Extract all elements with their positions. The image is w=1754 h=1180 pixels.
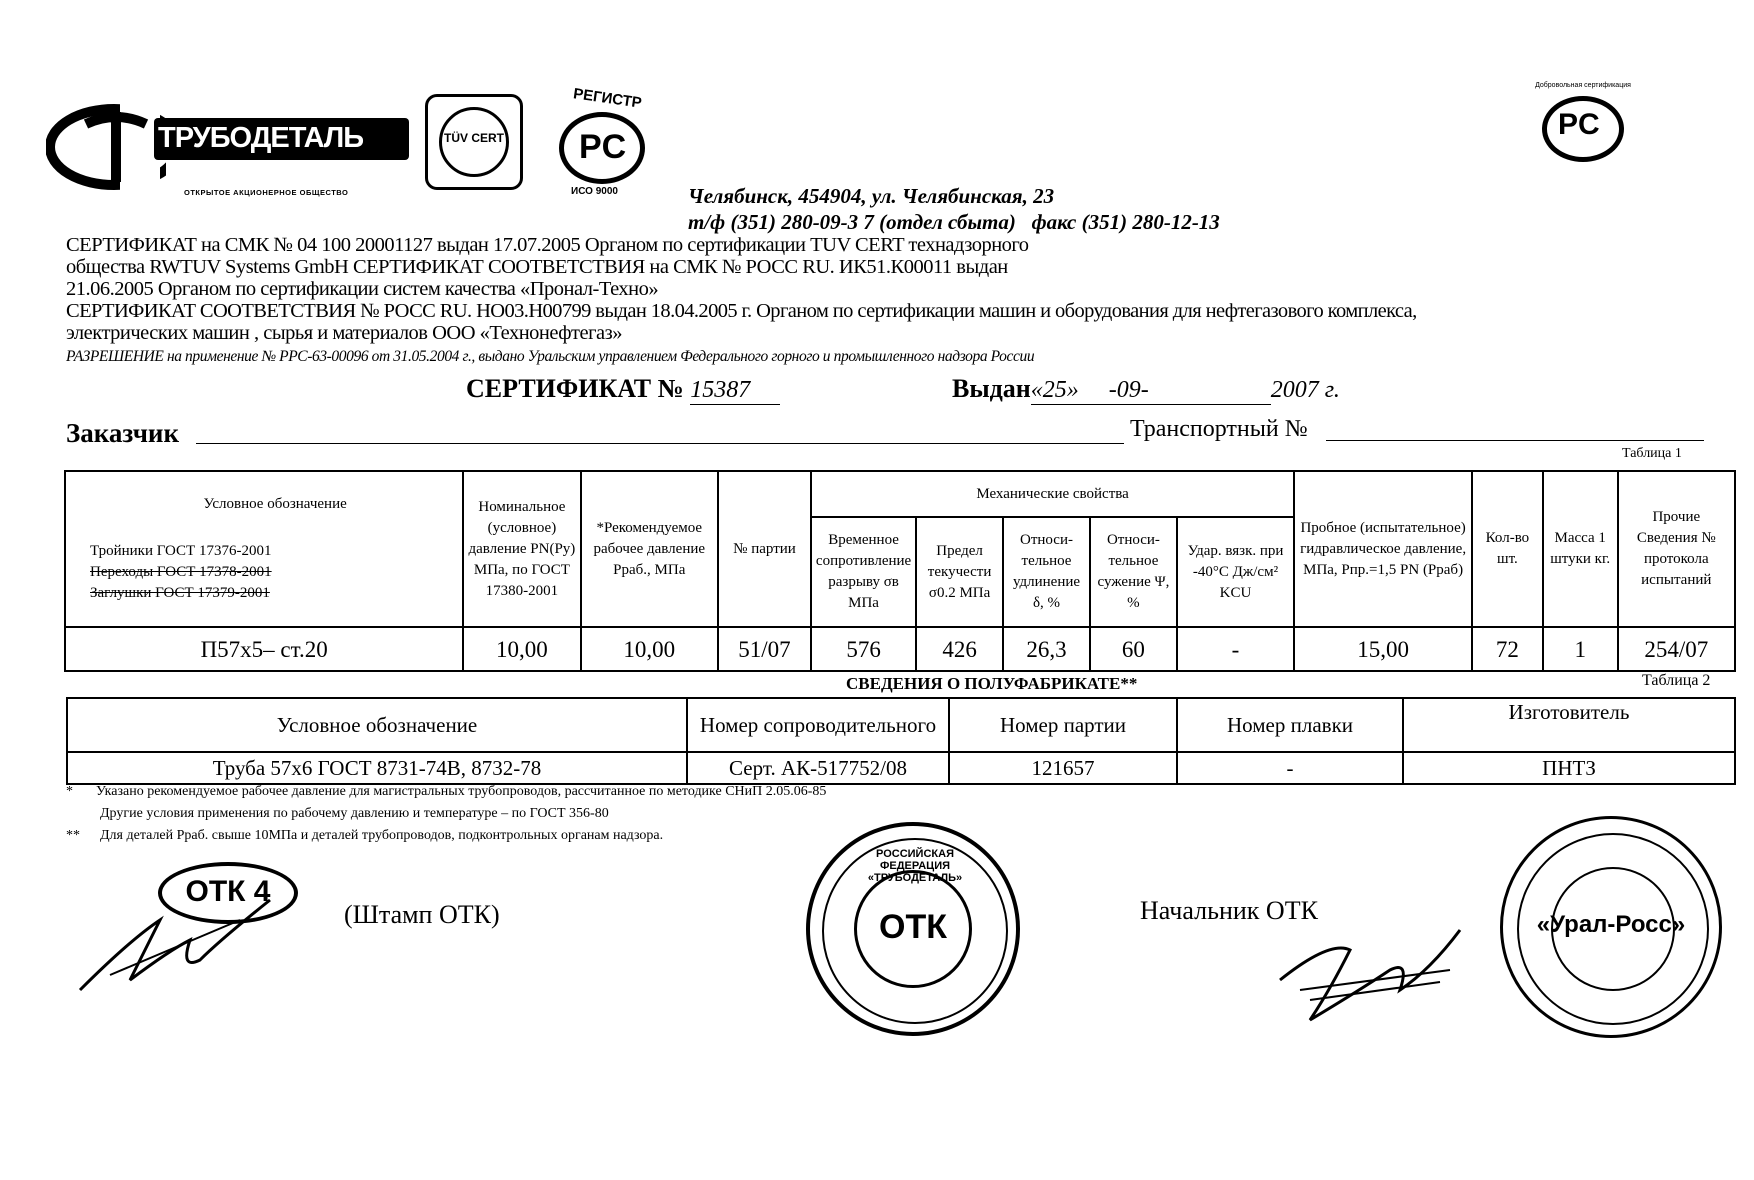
note-1: Указано рекомендуемое рабочее давление для магистральных трубопроводов, рассчитанное по методике СНиП 2.05.06-85 [96, 784, 827, 799]
cell-contr: 60 [1090, 627, 1177, 671]
th-mass: Масса 1 штуки кг. [1543, 471, 1618, 627]
th2-doc: Номер сопроводительного [687, 698, 949, 752]
certificate-number: 15387 [690, 377, 780, 405]
table-row [65, 627, 1735, 671]
note-1b: Другие условия применения по рабочему давлению и температуре – по ГОСТ 356-80 [100, 806, 609, 821]
certificate-label: СЕРТИФИКАТ № [466, 374, 684, 403]
cell-yield: 426 [916, 627, 1003, 671]
tuv-logo [425, 94, 523, 190]
customer-line [196, 443, 1124, 444]
tuv-logo-text: TÜV CERT [444, 131, 504, 145]
cell-recommended: 10,00 [581, 627, 718, 671]
permit-line: РАЗРЕШЕНИЕ на применение № РРС-63-00096 от 31.05.2004 г., выдано Уральским управлением Федерального горного и промышленного надзора России [66, 348, 1035, 365]
th-mech: Механические свойства [811, 471, 1294, 517]
product-3: Заглушки ГОСТ 17379-2001 [90, 585, 270, 601]
th2-melt: Номер плавки [1177, 698, 1403, 752]
table2-title: СВЕДЕНИЯ О ПОЛУФАБРИКАТЕ** [846, 674, 1138, 693]
rst-mark: PC [579, 128, 627, 166]
product-2: Переходы ГОСТ 17378-2001 [90, 564, 272, 580]
registr-bottom: ИСО 9000 [571, 186, 618, 197]
th-recommended: *Рекомендуемое рабочее давление Рраб., МПа [581, 471, 718, 627]
stamp-label: (Штамп ОТК) [344, 900, 500, 929]
customer-label: Заказчик [66, 418, 180, 448]
th-impact: Удар. вязк. при -40°С Дж/см² KCU [1177, 517, 1294, 627]
cert-line-3: 21.06.2005 Органом по сертификации систем качества «Пронал-Техно» [66, 278, 659, 300]
company-subtitle: ОТКРЫТОЕ АКЦИОНЕРНОЕ ОБЩЕСТВО [184, 188, 349, 197]
registr-logo-text: РЕГИСТР [572, 85, 643, 112]
issued-year: 2007 г. [1270, 377, 1340, 403]
company-logo-text: ТРУБОДЕТАЛЬ [158, 122, 364, 154]
otk-signature [70, 880, 290, 1000]
th-designation-label: Условное обозначение [203, 496, 347, 512]
seal1-text: РОССИЙСКАЯ ФЕДЕРАЦИЯ «ТРУБОДЕТАЛЬ» [867, 848, 963, 884]
th-other: Прочие Сведения № протокола испытаний [1618, 471, 1735, 627]
company-seal [806, 822, 1020, 1036]
chief-signature [1270, 920, 1470, 1030]
cert-line-5: электрических машин , сырья и материалов ООО «Технонефтегаз» [66, 322, 622, 344]
th2-designation: Условное обозначение [67, 698, 687, 752]
cell-other: 254/07 [1618, 627, 1735, 671]
issued-day: «25» [1030, 377, 1079, 403]
certificate-issued [952, 374, 1340, 405]
cert-line-2: общества RWTUV Systems GmbH СЕРТИФИКАТ СООТВЕТСТВИЯ на СМК № РОСС RU. ИК51.К00011 выдан [66, 256, 1008, 278]
cell2-designation: Труба 57х6 ГОСТ 8731-74В, 8732-78 [67, 752, 687, 784]
table2-label: Таблица 2 [1642, 672, 1711, 689]
th2-batch: Номер партии [949, 698, 1177, 752]
otk-stamp-text: ОТК 4 [185, 875, 271, 908]
cell-nominal: 10,00 [463, 627, 580, 671]
dobr-logo-text: Добровольная сертификация [1535, 82, 1631, 89]
cert-line-4: СЕРТИФИКАТ СООТВЕТСТВИЯ № РОСС RU. НО03.Н00799 выдан 18.04.2005 г. Органом по сертификации машин и оборудования для нефтегазового комплекса, [66, 300, 1417, 322]
cell2-melt: - [1177, 752, 1403, 784]
th-batch: № партии [718, 471, 811, 627]
transport-label: Транспортный № [1130, 416, 1308, 442]
dobr-rst-mark: PC [1558, 108, 1600, 141]
cell2-maker: ПНТЗ [1403, 752, 1735, 784]
semiproduct-table [66, 697, 1736, 785]
cell2-doc: Серт. АК-517752/08 [687, 752, 949, 784]
cell-designation: П57х5– ст.20 [65, 627, 463, 671]
ural-ross-seal [1500, 816, 1722, 1038]
dobr-logo [1528, 82, 1638, 172]
cert-line-1: СЕРТИФИКАТ на СМК № 04 100 20001127 выдан 17.07.2005 Органом по сертификации TUV CERT технадзорного [66, 234, 1029, 256]
th-elong: Относи-тельное удлинение δ, % [1003, 517, 1090, 627]
transport-line [1326, 440, 1704, 441]
product-1: Тройники ГОСТ 17376-2001 [90, 543, 272, 559]
table1-label: Таблица 1 [1622, 446, 1682, 461]
seal1-center: ОТК [879, 908, 947, 946]
company-logo [46, 96, 406, 206]
certificate-title [466, 374, 780, 405]
company-phones: т/ф (351) 280-09-3 7 (отдел сбыта) факс (351) 280-12-13 [688, 210, 1220, 234]
company-logo-mark [46, 102, 166, 192]
cell-impact: - [1177, 627, 1294, 671]
properties-table [64, 470, 1736, 672]
th-nominal: Номинальное (условное) давление PN(Py) МПа, по ГОСТ 17380-2001 [463, 471, 580, 627]
registr-logo [555, 85, 667, 202]
cell-mass: 1 [1543, 627, 1618, 671]
cell-tensile: 576 [811, 627, 916, 671]
th-yield: Предел текучести σ0.2 МПа [916, 517, 1003, 627]
cell-batch: 51/07 [718, 627, 811, 671]
cell-qty: 72 [1472, 627, 1543, 671]
company-address: Челябинск, 454904, ул. Челябинская, 23 [688, 184, 1055, 208]
note-2-mark: ** [66, 828, 80, 843]
chief-label: Начальник ОТК [1140, 896, 1318, 925]
note-2: Для деталей Рраб. свыше 10МПа и деталей трубопроводов, подконтрольных органам надзора. [100, 828, 664, 843]
cell2-batch: 121657 [949, 752, 1177, 784]
th-designation [65, 471, 463, 627]
cell-test: 15,00 [1294, 627, 1472, 671]
th-test: Пробное (испытательное) гидравлическое давление, МПа, Рпр.=1,5 PN (Рраб) [1294, 471, 1472, 627]
th-contr: Относи-тельное сужение Ψ, % [1090, 517, 1177, 627]
note-1-mark: * [66, 784, 73, 799]
th-qty: Кол-во шт. [1472, 471, 1543, 627]
issued-month: -09- [1108, 377, 1149, 403]
th-tensile: Временное сопротивление разрыву σв МПа [811, 517, 916, 627]
seal2-text: «Урал-Росс» [1536, 911, 1686, 938]
th2-maker: Изготовитель [1403, 698, 1735, 752]
issued-label: Выдан [952, 374, 1031, 403]
table-row [67, 752, 1735, 784]
cell-elong: 26,3 [1003, 627, 1090, 671]
